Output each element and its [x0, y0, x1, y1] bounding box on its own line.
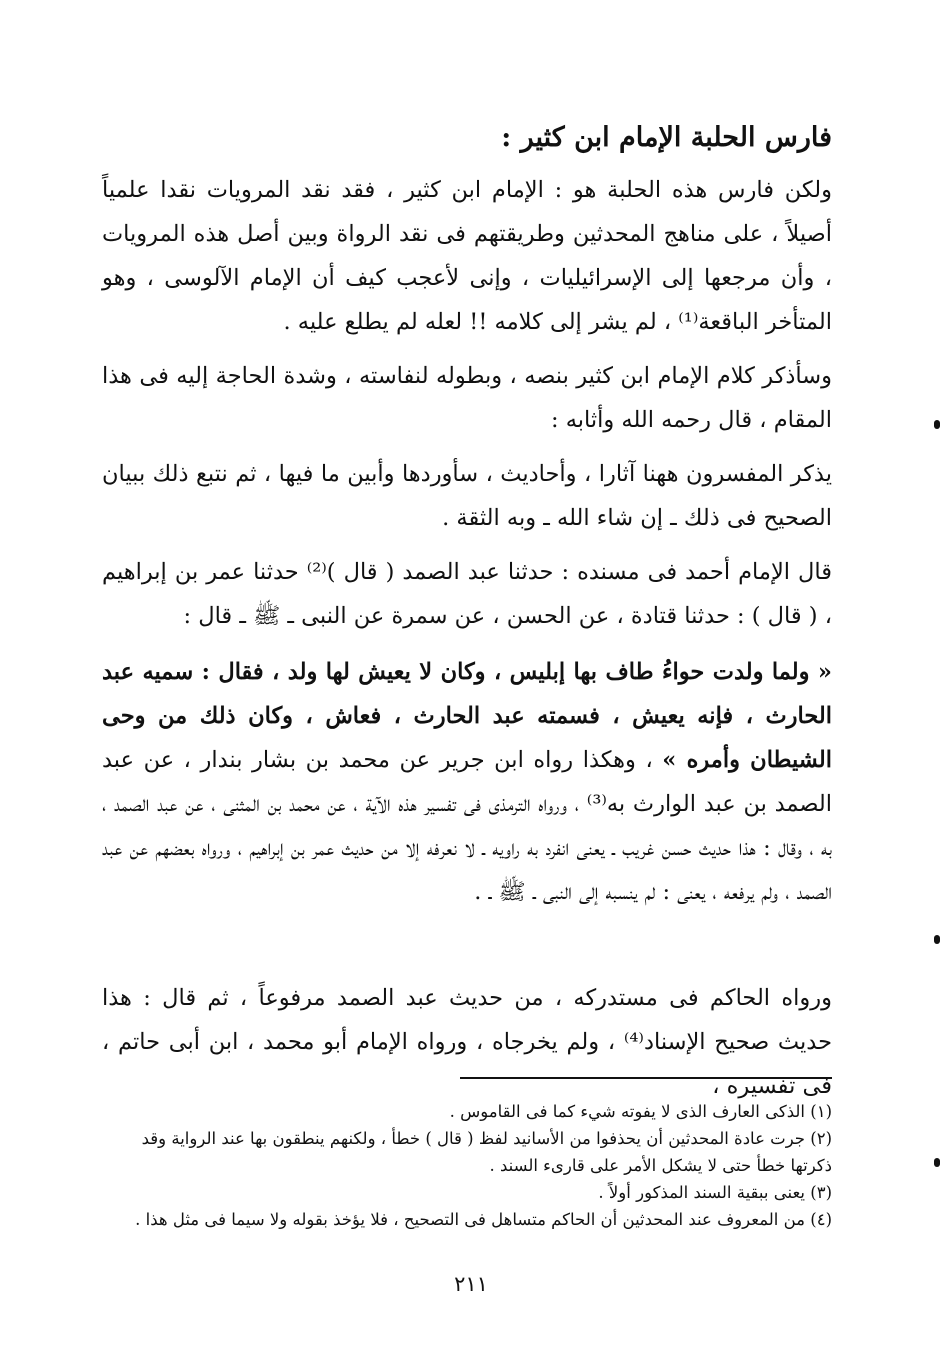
footnote-3: (٣) يعنى ببقية السند المذكور أولاً .: [598, 1183, 832, 1202]
footnote-1: (١) الذكى العارف الذى لا يفوته شيء كما فى القاموس .: [449, 1102, 832, 1121]
footnote-4: (٤) من المعروف عند المحدثين أن الحاكم متساهل فى التصحيح ، فلا يؤخذ بقوله ولا سيما فى مثل هذا .: [135, 1210, 832, 1229]
margin-dot: [934, 420, 940, 429]
paragraph-4: قال الإمام أحمد فى مسنده : حدثنا عبد الصمد ( قال )⁽²⁾ حدثنا عمر بن إبراهيم ، ( قال ) : حدثنا قتادة ، عن الحسن ، عن سمرة عن النبى ـ ﷺ ـ قال :: [102, 559, 832, 629]
footnotes: [102, 1098, 832, 1233]
paragraph-3: يذكر المفسرون ههنا آثارا ، وأحاديث ، سأوردها وأبين ما فيها ، ثم نتبع ذلك ببيان الصحيح فى ذلك ـ إن شاء الله ـ وبه الثقة .: [102, 461, 832, 531]
hadith-quote: « ولما ولدت حواءُ طاف بها إبليس ، وكان لا يعيش لها ولد ، فقال : سميه عبد الحارث ، فإنه يعيش ، فسمته عبد الحارث ، فعاش ، وكان ذلك من وحى الشيطان وأمره »: [102, 659, 832, 773]
footnote-divider: [460, 1077, 832, 1079]
hadith-commentary: ، وهكذا رواه ابن جرير عن محمد بن بشار بندار ، عن عبد الصمد بن عبد الوارث به⁽³⁾ ، ورواه الترمذى فى تفسير هذه الآية ، عن محمد بن المثنى ، عن عبد الصمد ، به ، وقال : هذا حديث حسن غريب ـ يعنى انفرد به راويه ـ لا نعرفه إلا من حديث عمر بن إبراهيم ، ورواه بعضهم عن عبد الصمد ، ولم يرفعه ، يعنى : لم ينسبه إلى النبى ـ ﷺ ـ .: [102, 747, 833, 905]
paragraph-5: [102, 650, 832, 914]
paragraph-2: وسأذكر كلام الإمام ابن كثير بنصه ، وبطوله لنفاسته ، وشدة الحاجة إليه فى هذا المقام ، قال رحمه الله وأثابه :: [102, 363, 832, 433]
paragraph-1: ولكن فارس هذه الحلبة هو : الإمام ابن كثير ، فقد نقد المرويات نقدا علمياً أصيلاً ، على مناهج المحدثين وطريقتهم فى نقد الرواة وبين أصل هذه المرويات ، وأن مرجعها إلى الإسرائيليات ، وإنى لأعجب كيف أن الإمام الآلوسى ، وهو المتأخر الباقعة⁽¹⁾ ، لم يشر إلى كلامه !! لعله لم يطلع عليه .: [102, 177, 832, 335]
footnote-2: (٢) جرت عادة المحدثين أن يحذفوا من الأسانيد لفظ ( قال ) خطأ ، ولكنهم ينطقون بها عند الرواية وقد ذكرتها خطأ حتى لا يشكل الأمر على قارىء السند .: [141, 1129, 832, 1175]
margin-dot: [934, 935, 940, 944]
margin-dot: [934, 1158, 940, 1167]
section-heading: فارس الحلبة الإمام ابن كثير :: [501, 122, 832, 153]
page-number: ٢١١: [454, 1272, 488, 1296]
paragraph-6: ورواه الحاكم فى مستدركه ، من حديث عبد الصمد مرفوعاً ، ثم قال : هذا حديث صحيح الإسناد⁽⁴⁾ ، ولم يخرجاه ، ورواه الإمام أبو محمد ، ابن أبى حاتم ، فى تفسيره ،: [102, 985, 833, 1099]
